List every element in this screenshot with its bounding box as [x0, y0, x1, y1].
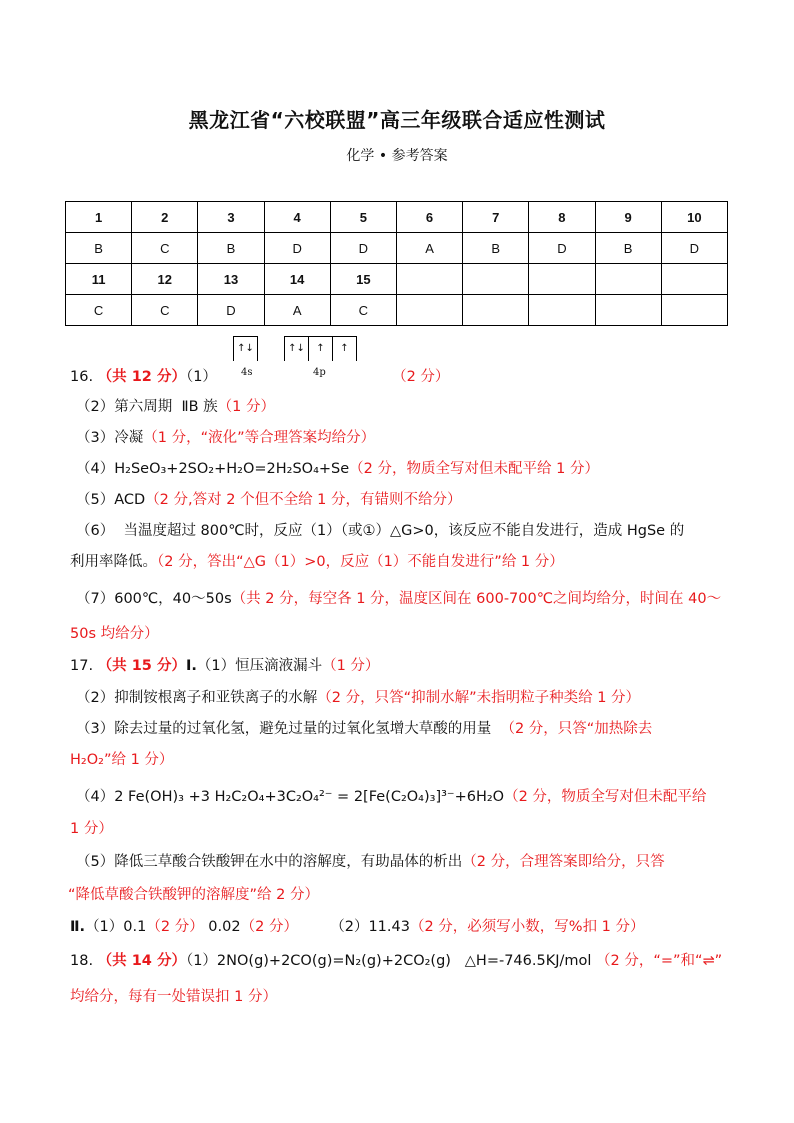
scoring-note: （2 分）: [392, 369, 450, 385]
scoring-note: “降低草酸合铁酸钾的溶解度”给 2 分）: [68, 887, 319, 903]
question-number-cell: 4: [264, 202, 330, 233]
answer-table: [65, 201, 728, 326]
question-number-cell: 14: [264, 264, 330, 295]
scoring-note: （1 分）: [217, 399, 275, 415]
scoring-note: （2 分）: [240, 919, 298, 935]
question-number-cell: 12: [132, 264, 198, 295]
answer-row: [66, 295, 728, 326]
question-number-cell: 3: [198, 202, 264, 233]
answer-cell: D: [198, 295, 264, 326]
question-number-cell: 2: [132, 202, 198, 233]
answer-line: [76, 589, 721, 609]
answer-cell: D: [661, 233, 727, 264]
answer-line: [70, 624, 159, 644]
question-number-cell: [595, 264, 661, 295]
scoring-note: （1 分）: [322, 658, 380, 674]
answer-text: （5）ACD: [76, 492, 146, 508]
answer-text: （3）除去过量的过氧化氢，避免过量的过氧化氢增大草酸的用量: [76, 721, 501, 737]
page-subtitle: 化学 • 参考答案: [346, 148, 448, 164]
answer-text: （1）0.1: [85, 919, 147, 935]
question-number-cell: 10: [661, 202, 727, 233]
scoring-note: （2 分，物质全写对但未配平给 1 分）: [349, 461, 599, 477]
scoring-note: 1 分）: [70, 821, 113, 837]
scoring-note: （2 分，只答“加热除去: [500, 721, 653, 737]
answer-cell: [463, 295, 529, 326]
question-number-cell: [396, 264, 462, 295]
answer-text: 0.02: [203, 919, 241, 935]
orbital-4s-label: 4s: [241, 367, 253, 378]
answer-cell: D: [529, 233, 595, 264]
question-number-cell: 5: [330, 202, 396, 233]
answer-text: （5）降低三草酸合铁酸钾在水中的溶解度，有助晶体的析出: [76, 854, 463, 870]
answer-text: （7）600℃，40～50s: [76, 591, 232, 607]
scoring-note: 均给分，每有一处错误扣 1 分）: [70, 989, 277, 1005]
scoring-note: （1 分，“液化”等合理答案均给分）: [143, 430, 376, 446]
answer-cell: B: [463, 233, 529, 264]
answer-cell: [661, 295, 727, 326]
answer-line: [76, 521, 684, 541]
orbital-4p-label: 4p: [313, 367, 326, 378]
orbital-box: ↑: [340, 343, 349, 354]
answer-line: [76, 397, 275, 417]
answer-cell: [529, 295, 595, 326]
answer-text: （4）H₂SeO₃+2SO₂+H₂O=2H₂SO₄+Se: [76, 461, 350, 477]
answer-line: [70, 750, 173, 770]
orbital-box: ↑↓: [285, 337, 309, 361]
scoring-note: （共 14 分）: [97, 953, 186, 969]
orbital-box: ↑: [309, 337, 333, 361]
question-number-row: [66, 202, 728, 233]
answer-cell: A: [396, 233, 462, 264]
question-number-cell: 6: [396, 202, 462, 233]
answer-text: （6） 当温度超过 800℃时，反应（1）（或①）△G>0，该反应不能自发进行，造成 HgSe 的: [76, 523, 685, 539]
answer-line: [70, 367, 449, 387]
scoring-note: （共 12 分）: [97, 369, 186, 385]
answer-line: [70, 552, 564, 572]
answer-text: 利用率降低。: [70, 554, 157, 570]
scoring-note: （共 2 分，每空各 1 分，温度区间在 600-700℃之间均给分，时间在 40～: [231, 591, 722, 607]
answer-cell: B: [66, 233, 132, 264]
question-number-row: [66, 264, 728, 295]
question-number-cell: 9: [595, 202, 661, 233]
answer-cell: C: [132, 233, 198, 264]
answer-cell: C: [132, 295, 198, 326]
answer-cell: [595, 295, 661, 326]
answer-cell: A: [264, 295, 330, 326]
scoring-note: （2 分，“=”和“⇌”: [596, 953, 723, 969]
question-number-cell: 13: [198, 264, 264, 295]
scoring-note: （2 分,答对 2 个但不全给 1 分，有错则不给分）: [145, 492, 462, 508]
answer-line: [68, 885, 319, 905]
scoring-note: （2 分，物质全写对但未配平给: [504, 789, 707, 805]
answer-line: [76, 688, 640, 708]
answer-cell: B: [198, 233, 264, 264]
scoring-note: （2 分）: [146, 919, 204, 935]
answer-cell: D: [330, 233, 396, 264]
question-number-cell: 15: [330, 264, 396, 295]
question-number-cell: 1: [66, 202, 132, 233]
scoring-note: （2 分，必须写小数，写%扣 1 分）: [409, 919, 645, 935]
answer-text: 17.: [70, 658, 98, 674]
orbital-4s-boxes: [233, 336, 258, 361]
question-number-cell: 8: [529, 202, 595, 233]
answer-text: 18.: [70, 953, 98, 969]
question-number-cell: [463, 264, 529, 295]
answer-text: 16.: [70, 369, 98, 385]
answer-line: [76, 490, 462, 510]
question-number-cell: 7: [463, 202, 529, 233]
answer-line: [70, 656, 379, 676]
answer-row: [66, 233, 728, 264]
answer-line: [70, 951, 722, 971]
answer-line: [76, 459, 599, 479]
scoring-note: （2 分，只答“抑制水解”未指明粒子种类给 1 分）: [317, 690, 641, 706]
question-number-cell: [529, 264, 595, 295]
answer-text: （2）抑制铵根离子和亚铁离子的水解: [76, 690, 318, 706]
answer-cell: C: [66, 295, 132, 326]
scoring-note: H₂O₂”给 1 分）: [70, 752, 174, 768]
orbital-4p-boxes: [284, 336, 357, 361]
orbital-box: ↑↓: [237, 343, 254, 354]
question-number-cell: [661, 264, 727, 295]
scoring-note: （2 分，答出“△G（1）>0，反应（1）不能自发进行”给 1 分）: [157, 554, 564, 570]
scoring-note: 50s 均给分）: [70, 626, 159, 642]
answer-cell: B: [595, 233, 661, 264]
answer-text: （2）11.43: [297, 919, 410, 935]
answer-text: （1）: [185, 369, 217, 385]
answer-cell: D: [264, 233, 330, 264]
answer-line: [76, 787, 706, 807]
answer-text: Ⅰ.: [185, 658, 197, 674]
answer-line: [70, 819, 113, 839]
answer-text: （4）2 Fe(OH)₃ +3 H₂C₂O₄+3C₂O₄²⁻ = 2[Fe(C₂O₄)₃]³⁻+6H₂O: [76, 789, 505, 805]
answer-line: [76, 719, 652, 739]
question-number-cell: 11: [66, 264, 132, 295]
answer-text: （2）第六周期 ⅡB 族: [76, 399, 218, 415]
answer-text: （3）冷凝: [76, 430, 144, 446]
answer-line: [76, 428, 375, 448]
answer-line: [70, 917, 645, 937]
answer-line: [70, 987, 277, 1007]
answer-text: （1）2NO(g)+2CO(g)=N₂(g)+2CO₂(g) △H=-746.5KJ/mol: [185, 953, 597, 969]
answer-line: [76, 852, 665, 872]
page-title: 黑龙江省“六校联盟”高三年级联合适应性测试: [188, 108, 606, 132]
scoring-note: （2 分，合理答案即给分，只答: [462, 854, 665, 870]
answer-text: [217, 369, 392, 385]
answer-text: Ⅱ.: [70, 919, 86, 935]
answer-cell: [396, 295, 462, 326]
answer-cell: C: [330, 295, 396, 326]
answer-text: （1）恒压滴液漏斗: [196, 658, 323, 674]
scoring-note: （共 15 分）: [97, 658, 186, 674]
